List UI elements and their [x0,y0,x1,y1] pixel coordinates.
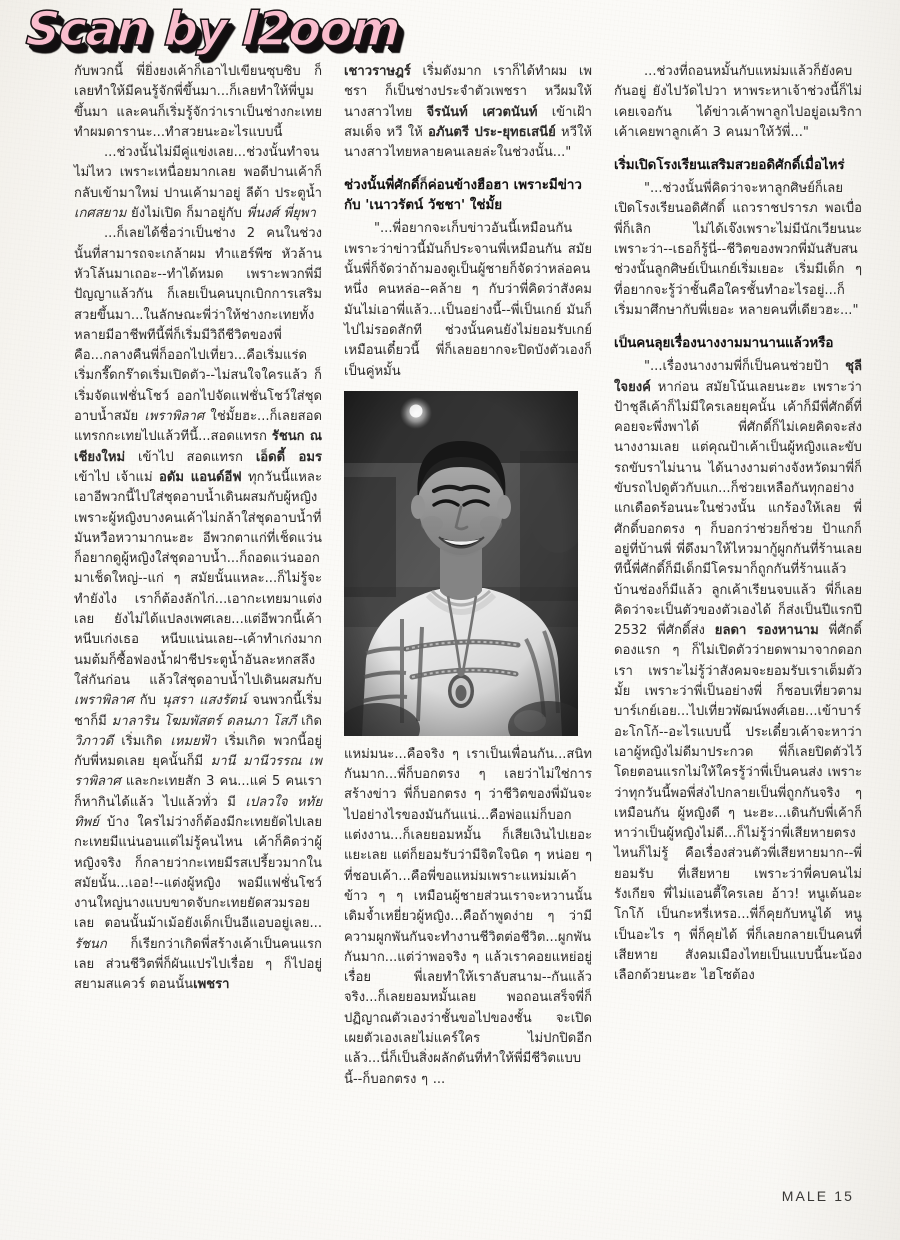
portrait-photo-graphic [344,391,578,736]
article-paragraph: แหม่มนะ...คือจริง ๆ เราเป็นเพื่อนกัน...สนิทกันมาก...พี่ก็บอกตรง ๆ เลยว่าไม่ใช่การสร้างข่าว พี่ก็บอกตรง ๆ ว่าชีวิตของพี่มันจะไปอย่างไรของมันกันแน่...คือพ่อแม่ก็บอกแต่งงาน...ก็เลยยอมหมั้น ก็เสียเงินไปเยอะแยะเลย แต่ก็ยอมรับว่ามีจิตใจนิด ๆ หน่อย ๆ ที่ชอบเค้า...คือพี่ขอแหม่มเพราะแหม่มเค้าข้าว ๆ ๆ เหมือนผู้ชายส่วนเราจะหวานนั้นเดิมจ้ำเหยี่ยวผู้หญิง...คือถ้าพูดง่าย ๆ ว่ามีความผูกพันกันจะทำงานชีวิตต่อชีวิต...ผูกพันกันมาก...แต่ว่าพอจริง ๆ แล้วเราคอยแหย่อยู่เรื่อย พี่เลยทำให้เราลับสนาม--กันแล้วจริง...ก็เลยยอมหมั้นเลย พอถอนเสร็จพี่ก็ปฏิญาณตัวเองว่าชั้นขอไปของชั้น จะเปิดเผยตัวเองเลยไม่แคร์ใคร ไม่ปกปิดอีกแล้ว...นี่ก็เป็นสิ่งผลักดันที่ทำให้พี่มีชีวิตแบบนี้--ก็บอกตรง ๆ ... [344,746,592,1087]
section-subheading: เริ่มเปิดโรงเรียนเสริมสวยอดิศักดิ์เมื่อไหร่ [614,158,845,174]
emphasis-text: เกศสยาม [74,206,127,222]
emphasis-text: อดัม แอนด์อีฟ [159,469,242,485]
emphasis-text: มานี มานีวรรณ เพราพิลาศ [74,754,322,790]
emphasis-text: จีรนันท์ เศวตนันท์ [426,104,538,120]
section-subheading: เป็นคนลุยเรื่องนางงามมานานแล้วหรือ [614,336,834,352]
emphasis-text: ชุลี ใจยงค์ [614,359,862,395]
emphasis-text: รัชนก ณ เชียงใหม่ [74,429,322,465]
article-paragraph: กับพวกนี้ พี่ยิ่งยงเค้าก็เอาไปเขียนซุบซิบ ก็เลยทำให้มีคนรู้จักพี่ขึ้นมา...ก็เลยทำให้พี่บูมขึ้นมา และคนก็เริ่มรู้จักว่าเราเป็นช่างกะเทยทำผมดารานะ...ทำสวยนะอะไรแบบนี้ [74,64,322,140]
emphasis-text: เอ็ดดี้ อมร [255,449,322,465]
article-paragraph: เชาวราษฎร์ เริ่มดังมาก เราก็ได้ทำผม เพชรา ก็เป็นช่างประจำตัวเพชรา หวีผมให้นางสาวไทย จีรนันท์ เศวตนันท์ เข้าเฝ้าสมเด็จ หวี ให้ อภันตรี ประ-ยุทธเสนีย์ หวีให้นางสาวไทยหลายคนเลยล่ะในช่วงนั้น..." [344,64,592,161]
article-paragraph: ...ช่วงที่ถอนหมั้นกับแหม่มแล้วก็ยังคบกันอยู่ ยังไปวัดไปวา หาพระหาเจ้าช่วงนี้ก็ไม่เคยเจอกัน ได้ข่าวเค้าพาลูกไปอยู่อเมริกา เค้าเคยพาลูกเค้า 3 คนมาให้วัพี่..." [614,64,862,140]
emphasis-text: นุสรา แสงรัตน์ [161,693,247,709]
column-left [74,62,322,1172]
article-paragraph: "...ช่วงนั้นพี่คิดว่าจะหาลูกศิษย์ก็เลยเปิดโรงเรียนอดิศักดิ์ แถวราชปรารภ พอเบื่อพี่ก็เลิก ไม่ได้เจ๊งเพราะไม่มีนักเวียนนะ เพราะว่า--เธอก็รู้นี่--ชีวิตของพวกพี่มันสับสน ช่วงนั้นลูกศิษย์เป็นเกย์เริ่มเยอะ เริ่มมีเด็ก ๆ ที่อยากจะรู้ว่าชั้นคือใครชั้นทำอะไรอยู่...ก็เริ่มมาศึกษากับพี่เยอะ หลายคนที่เดียวฮะ..." [614,181,862,318]
scan-watermark: Scan by l2oom [24,2,401,57]
emphasis-text: เชาวราษฎร์ [344,64,411,79]
emphasis-text: วิภาวดี [74,733,114,749]
column-middle [344,62,592,1172]
article-photo [344,391,578,736]
page-footer: MALE 15 [781,1188,854,1204]
article-paragraph: ...ก็เลยได้ชื่อว่าเป็นช่าง 2 คนในช่วงนั้นที่สามารถจะเกล้าผม ทำแฮร์พีซ หัวล้าน หัวโล้นมาเถอะ--ทำได้หมด เพราะพวกพี่มีปัญญาแล้วกัน ก็เลยเป็นคนบุกเบิกการเสริมสวยขึ้นมา...ในลักษณะพี่ว่าให้ช่างกะเทยทั้งหลายมีอาชีพทีนี้พี่ก็เริ่มมีวิถีชีวิตของพี่คือ...กลางคืนพี่ก็ออกไปเที่ยว...คือเริ่มแร่ดเริ่มกรี๊ดกร๊าดเริ่มเปิดตัว--ไม่สนใจใครแล้ว ก็เริ่มจัดแฟชั่นโชว์ ออกไปจัดแฟชั่นโชว์ใส่ชุดอาบน้ำสมัย เพราพิลาศ ใช่มั้ยฮะ...ก็เลยสอดแทรกกะเทยไปแล้วทีนี้...สอดแทรก รัชนก ณ เชียงใหม่ เข้าไป สอดแทรก เอ็ดดี้ อมร เข้าไป เจ้าแม่ อดัม แอนด์อีฟ ทุกวันนี้แหละ เอาอีพวกนี้ไปใส่ชุดอาบน้ำเดินผสมกับผู้หญิง เพราะผู้หญิงบางคนเค้าไม่กล้าใส่ชุดอาบน้ำที่มันหวือหวามากนะฮะ อีพวกตาแก่ที่เช็ดแว่นก็อยากดูผู้หญิงใส่ชุดอาบน้ำ...ก็ถอดแว่นออกมาเช็ดใหญ่--แก่ ๆ สมัยนั้นแหละ...ก็ไม่รู้จะทำยังไง เราก็ต้องลักไก่...เอากะเทยมาแต่งเลย ยังไม่ได้แปลงเพศเลย...แต่อีพวกนี้เค้าหนีบเก่งเธอ หนีบแน่นเลย--เค้าทำเก่งมาก นมต้มก็ซื้อฟองน้ำฝาชีประตูน้ำอันละหกสลึงใส่กันก่อน แล้วใส่ชุดอาบน้ำไปเดินผสมกับ เพราพิลาศ กับ นุสรา แสงรัตน์ จนพวกนี้เริ่มชาก็มี มาลาริน โฆมพัสตร์ ดลนภา โสภี เกิด วิภาวดี เริ่มเกิด เหมยฟ้า เริ่มเกิด พวกนี้อยู่กับพี่หมดเลย ยุคนั้นก็มี มานี มานีวรรณ เพราพิลาศ และกะเทยสัก 3 คน...แค่ 5 คนเราก็หากินได้แล้ว ไปแล้วทั่ว มี เปลวใจ หทัยทิพย์ บ้าง ใครไม่ว่างก็ต้องมีกะเทยยัดไปเลย กะเทยมีแน่นอนแต่ไม่รู้คนไหน เค้าก็คิดว่าผู้หญิงจริง ก็กลายว่ากะเทยมีรสเปรี้ยวมากในสมัยนั้น...เออ!--แต่งผู้หญิง พอมีแฟชั่นโชว์งานใหญ่นางแบบขาดจับกะเทยยัดสวมรอยเลย ตอนนั้นม้าเม้อยังเด็กเป็นอีแอบอยู่เลย... รัชนก ก็เรียกว่าเกิดพี่สร้างเค้าเป็นคนแรกเลย ส่วนชีวิตพี่ก็ผันแปรไปเรื่อย ๆ ก็ไปอยู่สยามสแควร์ ตอนนั้นเพชรา [74,226,322,993]
article-columns [74,62,864,1172]
article-paragraph: "...พี่อยากจะเก็บข่าวอันนี้เหมือนกันเพราะว่าข่าวนี้มันก็ประจานพี่เหมือนกัน สมัยนั้นพี่ก็จัดว่าถ้ามองดูเป็นผู้ชายก็จัดว่าหล่อคนหนึ่ง คนหล่อ--คล้าย ๆ กับว่าพี่คิดว่าสังคมมันไม่เอาพี่แล้ว...เป็นอย่างนี้--พี่เป็นเกย์ มันก็ไปไม่รอดสักที ช่วงนั้นคนยังไม่ยอมรับเกย์เหมือนเดี๋ยวนี้ พี่ก็เลยอยากจะปิดบังตัวเองก็เป็นคู่หมั้น [344,221,592,379]
emphasis-text: เพชรา [193,977,230,993]
emphasis-text: ยลดา รองหานาม [714,623,819,639]
emphasis-text: อภันตรี ประ-ยุทธเสนีย์ [427,124,556,140]
article-paragraph: "...เรื่องนางงามพี่ก็เป็นคนช่วยป้า ชุลี ใจยงค์ หาก่อน สมัยโน้นเลยนะฮะ เพราะว่าป้าชุลีเค้าก็ไม่มีใครเลยยุคนั้น เค้าก็มีพี่ศักดิ์ที่คอยจะพึ่งพาได้ พี่ศักดิ์ก็ไม่เคยคิดจะส่งนางงามเลย แต่คุณป้าเค้าเป็นผู้หญิงและขับรถขับราไม่นาน ได้นางงามต่างจังหวัดมาพี่ก็ขับรถไปดูตัวกับแก...ก็ช่วยเหลือกันทุกอย่าง แกเดือดร้อนนะในช่วงนั้น แกร้องให้เลย พี่ศักดิ์บอกตรง ๆ ก็บอกว่าช่วยก็ช่วย ป้าแกก็อยู่ที่บ้านพี่ พี่ดึงมาให้ไหวมากู้ผูกกันที่ร้านเลย ทีนี้พี่ศักดิ์ก็มีเด็กมีโครมาก็ถูกกันที่ร้านแล้ว บ้านช่องก็มีแล้ว ลูกเค้าเรียนจบแล้ว พี่ก็เลยคิดว่าจะเป็นตัวของตัวเองได้ ก็ส่งเป็นปีแรกปี 2532 พี่ศักดิ์ส่ง ยลดา รองหานาม พี่ศักดิ์ดองแรก ๆ ก็ไม่เปิดตัวว่ายดพามาจากดอกเรา เพราะไม่รู้ว่าสังคมจะยอมรับเราเต็มตัวมั้ย เพราะว่าพี่เป็นอย่างพี่ ก็ชอบเที่ยวตามบาร์เกย์เอย...ไปเที่ยวพัฒน์พงศ์เอย...เข้าบาร์อะโกโก้--อะไรแบบนี้ ประเดี๋ยวเค้าจะหาว่าเอาผู้หญิงไม่ดีมาประกวด พี่ก็เลยปิดตัวไว้ โดยตอนแรกไม่ให้ใครรู้ว่าพี่เป็นคนส่ง เพราะว่าทุกวันนี้พอพี่ส่งไปกลายเป็นพี่ถูกกันจริง ๆ เหมือนกัน ผู้หญิงดี ๆ นะฮะ...เดินกับพี่เค้าก็หาว่าเป็นผู้หญิงไม่ดี...ก็ไม่รู้ว่าพี่เสียหายตรงไหนก็ไม่รู้ คือเรื่องส่วนตัวพี่เสียหายมาก--พี่ยอมรับ ที่เสียหาย เพราะว่าพี่คบคนไม่รังเกียจ พี่ไม่แอนตี้ใครเลย อ้าว! หนูเต้นอะโกโก้ เป็นกะหรี่เหรอ...พี่ก็คุยกับหนูได้ หนูเป็นอะไร ๆ พี่ก็คุยได้ พี่ก็เลยกลายเป็นคนที่เสียหาย สังคมเมืองไทยเป็นแบบนี้นะน้อง เลือกด้วยนะฮะ ไฮโซต้อง [614,359,862,984]
emphasis-text: เปลวใจ หทัยทิพย์ [74,794,322,830]
section-subheading: ช่วงนั้นพี่ศักดิ์ก็ค่อนข้างฮือฮา เพราะมีข่าวกับ 'เนาวรัตน์ วัชชา' ใช่มั้ย [344,178,582,214]
emphasis-text: เพราพิลาศ [144,409,205,425]
emphasis-text: พี่นงศ์ พี่ยุพา [246,206,316,222]
column-right [614,62,862,1172]
emphasis-text: รัชนก [74,936,107,952]
emphasis-text: มาลาริน โฆมพัสตร์ ดลนภา โสภี [111,713,297,729]
article-paragraph: ...ช่วงนั้นไม่มีคู่แข่งเลย...ช่วงนั้นทำจนไม่ไหว เพราะเหนื่อยมากเลย พอดีปานเค้าก็กลับเข้ามาใหม่ ปานเค้ามาอยู่ ลีต้า ประตูน้ำ เกศสยาม ยังไม่เปิด ก็มาอยู่กับ พี่นงศ์ พี่ยุพา [74,145,322,222]
emphasis-text: เพราพิลาศ [74,693,134,709]
emphasis-text: เหมยฟ้า [170,733,217,749]
